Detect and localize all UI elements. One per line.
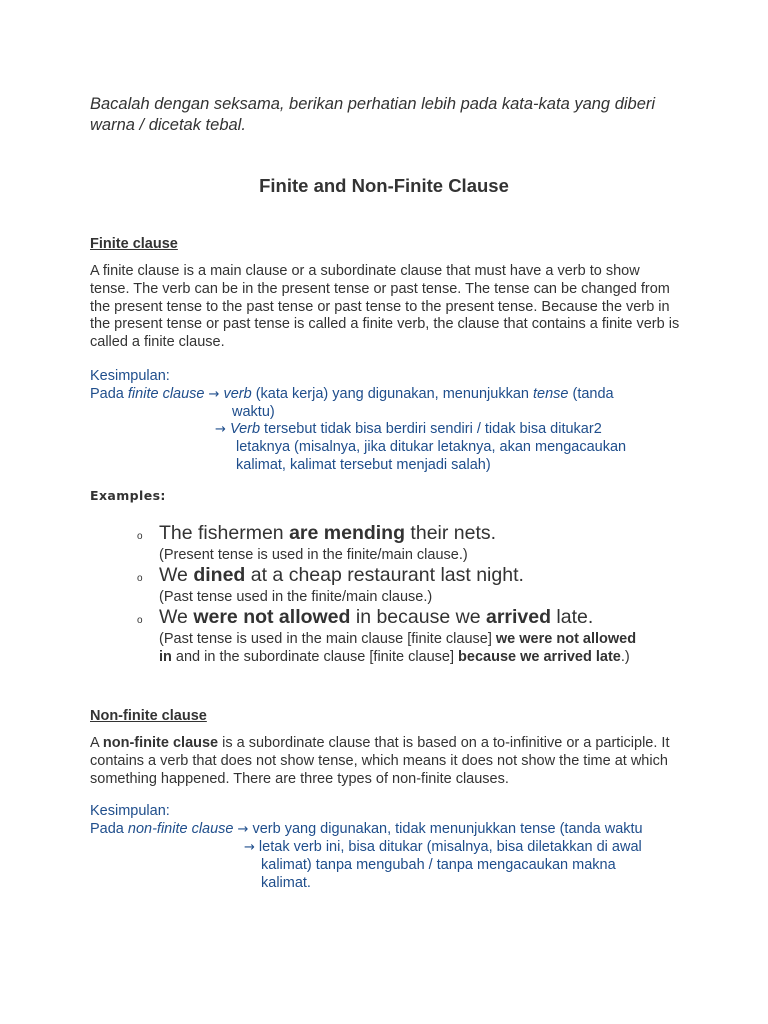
arrow-right-icon: → bbox=[215, 422, 226, 437]
example-sentence-3 bbox=[159, 606, 593, 629]
example-note-3 bbox=[159, 630, 679, 666]
pada-text: Pada bbox=[90, 821, 128, 837]
example-sentence-1 bbox=[159, 522, 496, 545]
summary-text: (kata kerja) yang digunakan, menunjukkan bbox=[251, 386, 533, 402]
para-text: is a subordinate clause that is based on a to-infinitive or a participle. It contains a verb that does not show tense, which means it does not show the time at which something happened. There are three types of non-finite clauses. bbox=[90, 735, 670, 787]
example-bold: were not allowed bbox=[193, 606, 351, 628]
nonfinite-summary-line-1 bbox=[90, 820, 643, 839]
intro-instruction: Bacalah dengan seksama, berikan perhatian lebih pada kata-kata yang diberi warna / dicetak tebal. bbox=[90, 95, 656, 134]
finite-summary-line-2: waktu) bbox=[232, 404, 275, 420]
nonfinite-summary-line-2 bbox=[244, 838, 642, 857]
finite-summary-line-5: kalimat, kalimat tersebut menjadi salah) bbox=[236, 457, 491, 473]
note-bold: in bbox=[159, 649, 172, 665]
summary-text: tersebut tidak bisa berdiri sendiri / tidak bisa ditukar2 bbox=[260, 421, 602, 437]
example-text: We bbox=[159, 564, 194, 586]
bullet-icon: o bbox=[137, 531, 143, 542]
example-text: in because we bbox=[350, 606, 486, 628]
non-finite-clause-term: non-finite clause bbox=[102, 735, 219, 751]
example-bold: are mending bbox=[289, 522, 406, 544]
note-bold: because we arrived late bbox=[458, 649, 621, 665]
nonfinite-summary-line-4: kalimat. bbox=[261, 875, 311, 891]
summary-text: verb yang digunakan, tidak menunjukkan tense (tanda waktu bbox=[248, 821, 643, 837]
example-bold: dined bbox=[193, 564, 246, 586]
tense-term: tense bbox=[532, 386, 569, 402]
pada-text: Pada bbox=[90, 386, 128, 402]
finite-clause-paragraph: A finite clause is a main clause or a subordinate clause that must have a verb to show tense. The verb can be in the present tense or past tense. The tense can be changed from the present tense to the past tense or past tense to the present tense. Because the verb in the present tense or past tense is called a finite verb, the clause that contains a finite verb is called a finite clause. bbox=[90, 263, 680, 351]
examples-label: Examples: bbox=[90, 488, 166, 503]
finite-summary-line-3 bbox=[215, 420, 602, 439]
bullet-icon: o bbox=[137, 573, 143, 584]
note-text: .) bbox=[620, 649, 630, 665]
nonfinite-kesimpulan-label: Kesimpulan: bbox=[90, 803, 170, 819]
example-note-2: (Past tense used in the finite/main clause.) bbox=[159, 589, 433, 605]
nonfinite-summary-line-3: kalimat) tanpa mengubah / tanpa mengacaukan makna bbox=[261, 857, 616, 873]
summary-text: letak verb ini, bisa ditukar (misalnya, bisa diletakkan di awal bbox=[254, 839, 642, 855]
note-bold: we were not allowed bbox=[495, 631, 637, 647]
note-text: and in the subordinate clause [finite clause] bbox=[171, 649, 459, 665]
non-finite-clause-term: non-finite clause bbox=[127, 821, 234, 837]
verb-term: Verb bbox=[229, 421, 261, 437]
example-text: We bbox=[159, 606, 194, 628]
nonfinite-clause-heading: Non-finite clause bbox=[90, 708, 207, 724]
para-text: A bbox=[90, 735, 103, 751]
finite-summary-line-1 bbox=[90, 385, 614, 404]
arrow-right-icon: → bbox=[208, 387, 220, 402]
verb-term: verb bbox=[223, 386, 252, 402]
note-text: (Past tense is used in the main clause [finite clause] bbox=[159, 631, 496, 647]
example-sentence-2 bbox=[159, 564, 524, 587]
summary-text-end: (tanda bbox=[568, 386, 614, 402]
finite-clause-term: finite clause bbox=[127, 386, 205, 402]
finite-clause-heading: Finite clause bbox=[90, 236, 178, 252]
example-note-1: (Present tense is used in the finite/main clause.) bbox=[159, 547, 468, 563]
arrow-right-icon: → bbox=[244, 840, 255, 855]
example-text: late. bbox=[551, 606, 594, 628]
page-title: Finite and Non-Finite Clause bbox=[259, 175, 509, 196]
finite-summary-line-4: letaknya (misalnya, jika ditukar letaknya, akan mengacaukan bbox=[236, 439, 627, 455]
example-text: at a cheap restaurant last night. bbox=[245, 564, 524, 586]
arrow-right-icon: → bbox=[237, 822, 249, 837]
finite-kesimpulan-label: Kesimpulan: bbox=[90, 368, 170, 384]
example-text: The fishermen bbox=[159, 522, 290, 544]
example-bold: arrived bbox=[485, 606, 552, 628]
nonfinite-clause-paragraph bbox=[90, 735, 682, 788]
example-text: their nets. bbox=[405, 522, 497, 544]
bullet-icon: o bbox=[137, 615, 143, 626]
